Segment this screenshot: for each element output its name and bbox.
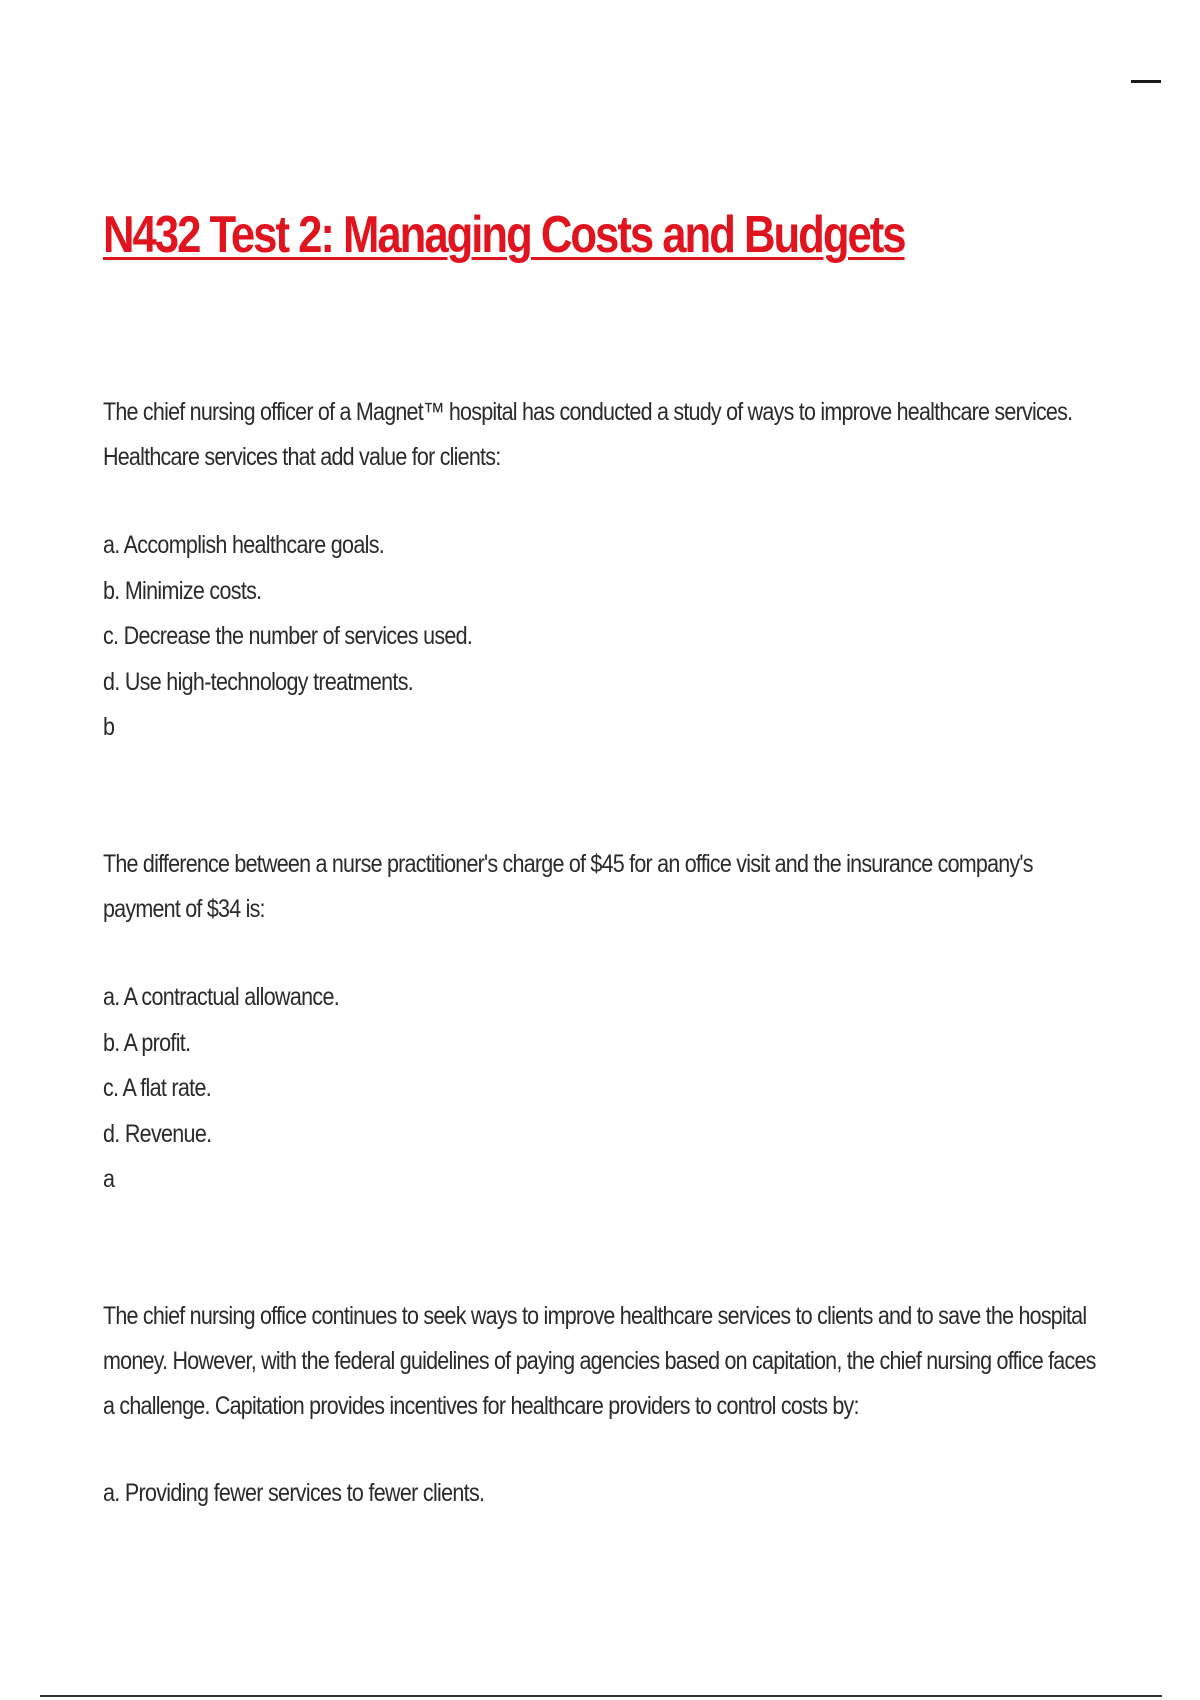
question-stem: The difference between a nurse practitioner's charge of $45 for an office visit and the insurance company's payment of $34 is: bbox=[103, 850, 1033, 923]
question-stem: The chief nursing office continues to seek ways to improve healthcare services to clients and to save the hospital money. However, with the federal guidelines of paying agencies based on capitation, the chief nursing office faces a challenge. Capitation provides incentives for healthcare providers to control costs by: bbox=[103, 1302, 1096, 1420]
page-bottom-rule bbox=[40, 1695, 1162, 1697]
option-c: c. Decrease the number of services used. bbox=[103, 622, 473, 650]
option-b: b. A profit. bbox=[103, 1028, 191, 1057]
option-a: a. Providing fewer services to fewer clients. bbox=[103, 1479, 485, 1507]
answer-key: a bbox=[103, 1165, 115, 1193]
question-2 bbox=[103, 842, 1103, 1203]
question-3 bbox=[103, 1294, 1103, 1517]
option-c: c. A flat rate. bbox=[103, 1074, 211, 1102]
option-a: a. A contractual allowance. bbox=[103, 983, 340, 1011]
option-d: d. Revenue. bbox=[103, 1119, 212, 1148]
answer-key: b bbox=[103, 713, 115, 741]
option-a: a. Accomplish healthcare goals. bbox=[103, 531, 385, 559]
question-stem: The chief nursing officer of a Magnet™ hospital has conducted a study of ways to improve healthcare services. Healthcare services that add value for clients: bbox=[103, 398, 1073, 471]
corner-dash-mark bbox=[1131, 80, 1161, 83]
page-title: N432 Test 2: Managing Costs and Budgets bbox=[103, 206, 905, 264]
option-b: b. Minimize costs. bbox=[103, 576, 262, 605]
option-d: d. Use high-technology treatments. bbox=[103, 667, 414, 696]
question-1 bbox=[103, 390, 1103, 751]
